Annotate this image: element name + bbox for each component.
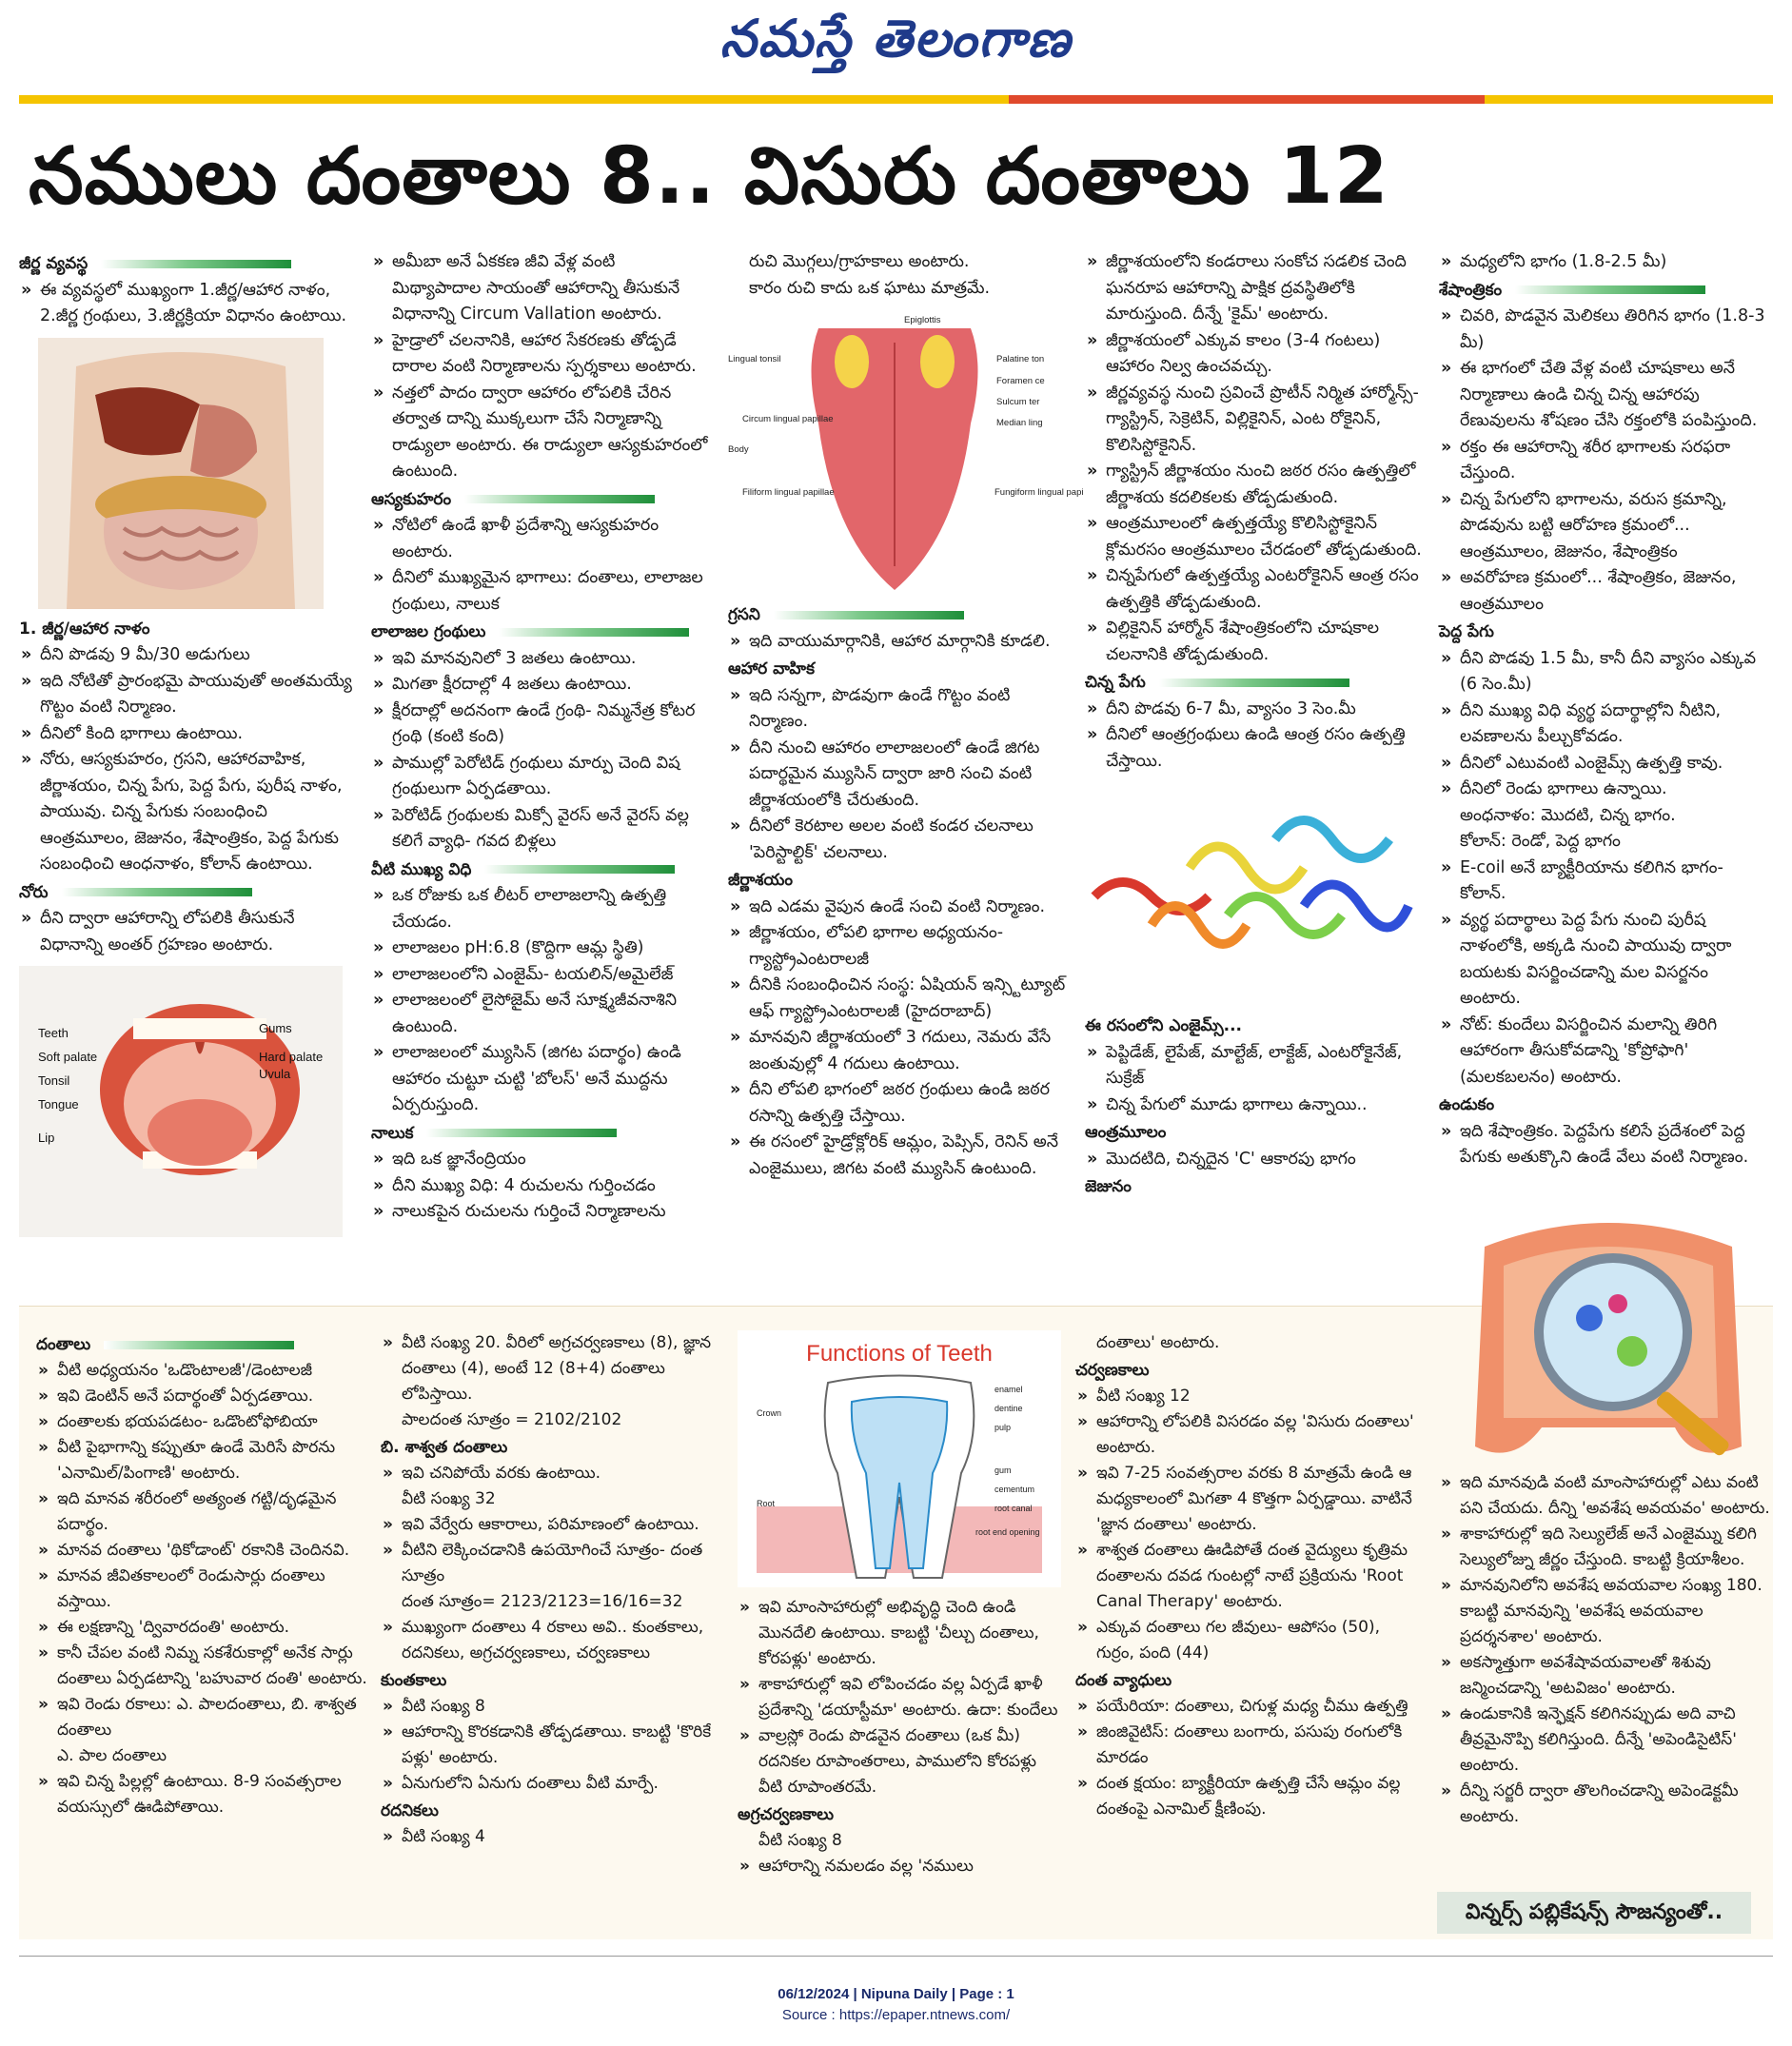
label-lingual-tonsil: Lingual tonsil bbox=[728, 354, 781, 364]
bullet: » దీని నుంచి ఆహారం లాలాజలంలో ఉండే జిగట పదార్థమైన మ్యుసిన్ ద్వారా జారి సంచి వంటి జీర్ణాశయంలోకి చేరుతుంది. bbox=[728, 736, 1066, 815]
bullet: » జీర్ణాశయం, లోపలి భాగాల అధ్యయనం- గ్యాస్ట్రోఎంటరాలజీ bbox=[728, 920, 1066, 973]
label-circum-lingual-papillae: Circum lingual papillae bbox=[742, 414, 834, 424]
bullet: » ఇది మానవుడి వంటి మాంసాహారుల్లో ఎటు వంటి పని చేయదు. దీన్ని 'అవశేష అవయవం' అంటారు. bbox=[1439, 1470, 1772, 1522]
section-heading: వీటి ముఖ్య విధి bbox=[371, 857, 709, 884]
bullet: » లాలాజలంలో మ్యుసిన్ (జిగట పదార్థం) ఉండి ఆహారం చుట్టూ చుట్టి 'బోలస్' అనే ముద్దను ఏర్పరుస్తుంది. bbox=[371, 1040, 709, 1119]
label-body: Body bbox=[728, 444, 749, 455]
bullet: » జింజివైటిస్: దంతాలు బంగారు, పసుపు రంగులోకి మారడం bbox=[1075, 1720, 1418, 1771]
masthead-logo: నమస్తే తెలంగాణ bbox=[719, 8, 1073, 69]
bullet: » ఈ భాగంలో చేతి వేళ్ల వంటి చూషకాలు అనే నిర్మాణాలు ఉండి చిన్న చిన్న ఆహారపు రేణువులను శోషణం చేసి రక్తంలోకి పంపిస్తుంది. bbox=[1439, 356, 1772, 435]
bullet: » లాలాజలంలోని ఎంజైమ్- టయలిన్/అమైలేజ్ bbox=[371, 962, 709, 989]
section-heading: ఆహార వాహిక bbox=[728, 659, 815, 679]
section-heading: రదనికలు bbox=[381, 1801, 439, 1820]
label-cementum: cementum bbox=[994, 1485, 1035, 1494]
bullet: » ఈ రసంలో హైడ్రోక్లోరిక్ ఆమ్లం, పెప్సిన్, రెనిన్ అనే ఎంజైములు, జిగట వంటి మ్యుసిన్ ఉంటుంది. bbox=[728, 1130, 1066, 1182]
bullet: » నోరు, ఆస్యకుహరం, గ్రసని, ఆహారవాహిక, జీర్ణాశయం, చిన్న పేగు, పెద్ద పేగు, పురీష నాళం, పాయువు. చిన్న పేగుకు సంబంధించి ఆంత్రమూలం, జెజునం, శేషాంత్రికం, పెద్ద పేగుకు సంబంధించి ఆంధనాళం, కోలాన్ ఉంటాయి. bbox=[19, 747, 360, 878]
tooth-figure-title: Functions of Teeth bbox=[806, 1341, 993, 1367]
bullet: » దీనిలో కింది భాగాలు ఉంటాయి. bbox=[19, 721, 360, 748]
bullet: » దీనికి సంబంధించిన సంస్థ: ఏషియన్ ఇన్స్టిట్యూట్ ఆఫ్ గ్యాస్ట్రోఎంటరాలజీ (హైదరాబాద్) bbox=[728, 973, 1066, 1025]
bullet: » క్షీరదాల్లో అదనంగా ఉండే గ్రంథి- నిమ్మనేత్ర కోటర గ్రంథి (కంటి కంది) bbox=[371, 698, 709, 751]
bullet: » ఇవి 7-25 సంవత్సరాల వరకు 8 మాత్రమే ఉండి ఆ మధ్యకాలంలో మిగతా 4 కొత్తగా ఏర్పడ్డాయి. వాటినే 'జ్ఞాన దంతాలు' అంటారు. bbox=[1075, 1461, 1418, 1538]
label-foramen-cecum: Foramen ce bbox=[996, 376, 1045, 386]
label-uvula: Uvula bbox=[259, 1067, 291, 1081]
digestive-system-image bbox=[19, 338, 360, 609]
box-column-2 bbox=[381, 1330, 723, 1850]
label-root: Root bbox=[757, 1499, 776, 1508]
bullet: » ఇవి డెంటిన్ అనే పదార్థంతో ఏర్పడతాయి. bbox=[36, 1384, 369, 1409]
bullet: » ఇది మానవ శరీరంలో అత్యంత గట్టి/దృఢమైన పదార్థం. bbox=[36, 1486, 369, 1538]
bullet: » దీని పొడవు 9 మీ/30 అడుగులు bbox=[19, 642, 360, 669]
bullet: » అవరోహణ క్రమంలో... శేషాంత్రికం, జెజునం, ఆంత్రమూలం bbox=[1439, 565, 1772, 618]
bullet: » వాల్రస్లో రెండు పొడవైన దంతాలు (ఒక మీ) రదనికల రూపాంతరాలు, పాములోని కోరపళ్లు వీటి రూపాంతరమే. bbox=[738, 1723, 1061, 1800]
bullet: » వ్యర్థ పదార్థాలు పెద్ద పేగు నుంచి పురీష నాళంలోకి, అక్కడి నుంచి పాయువు ద్వారా బయటకు విసర్జించడాన్ని మల విసర్జనం అంటారు. bbox=[1439, 908, 1772, 1013]
box-column-5 bbox=[1439, 1470, 1772, 1830]
bullet: » దీని లోపలి భాగంలో జఠర గ్రంథులు ఉండి జఠర రసాన్ని ఉత్పత్తి చేస్తాయి. bbox=[728, 1077, 1066, 1130]
bullet: » నోట్: కుందేలు విసర్జించిన మలాన్ని తిరిగి ఆహారంగా తీసుకోవడాన్ని 'కోప్రోఫాగి' (మలకబలనం) అంటారు. bbox=[1439, 1013, 1772, 1092]
paragraph: వీటి సంఖ్య 8 bbox=[758, 1831, 842, 1850]
section-heading: దంత వ్యాధులు bbox=[1075, 1671, 1172, 1690]
section-heading: ఆస్యకుహరం bbox=[371, 487, 709, 514]
tooth-diagram bbox=[738, 1330, 1061, 1587]
section-heading: అగ్రచర్వణకాలు bbox=[738, 1805, 835, 1824]
enzyme-protein-structure-image bbox=[1085, 782, 1423, 1006]
section-heading: జెజునం bbox=[1085, 1177, 1132, 1196]
section-heading: జీర్ణాశయం bbox=[728, 871, 794, 890]
bottom-rule bbox=[19, 1956, 1773, 1957]
label-tongue: Tongue bbox=[38, 1097, 79, 1112]
section-heading: 1. జీర్ణ/ఆహార నాళం bbox=[19, 619, 150, 639]
bullet: » పాముల్లో పెరోటిడ్ గ్రంథులు మార్పు చెంది విష గ్రంథులుగా ఏర్పడతాయి. bbox=[371, 751, 709, 803]
bullet: » వీటి సంఖ్య 20. వీరిలో అగ్రచర్వణకాలు (8), జ్ఞాన దంతాలు (4), అంటే 12 (8+4) దంతాలు లోపిస్తాయి. bbox=[381, 1330, 723, 1407]
bullet: » ఇవి చిన్న పిల్లల్లో ఉంటాయి. 8-9 సంవత్సరాల వయస్సులో ఊడిపోతాయి. bbox=[36, 1769, 369, 1820]
headline: నములు దంతాలు 8.. విసురు దంతాలు 12 bbox=[29, 131, 1389, 222]
bullet: » జీర్ణాశయంలోని కండరాలు సంకోచ సడలిక చెంది ఘనరూప ఆహారాన్ని పాక్షిక ద్రవస్థితిలోకి మారుస్తుంది. దీన్నే 'కైమ్' అంటారు. bbox=[1085, 249, 1423, 328]
bullet: » దీనిలో రెండు భాగాలు ఉన్నాయి. bbox=[1439, 777, 1772, 803]
paragraph: దంత సూత్రం= 2123/2123=16/16=32 bbox=[402, 1592, 683, 1611]
label-gum: gum bbox=[994, 1466, 1012, 1475]
bullet: » మానవునిలోని అవశేష అవయవాల సంఖ్య 180. కాబట్టి మానవున్ని 'అవశేష అవయవాల ప్రదర్శనశాల' అంటారు. bbox=[1439, 1573, 1772, 1650]
bullet: » ఈ వ్యవస్థలో ముఖ్యంగా 1.జీర్ణ/ఆహార నాళం, 2.జీర్ణ గ్రంథులు, 3.జీర్ణక్రియా విధానం ఉంటాయి. bbox=[19, 278, 360, 330]
bullet: » లాలాజలంలో లైసోజైమ్ అనే సూక్ష్మజీవనాశిని ఉంటుంది. bbox=[371, 988, 709, 1040]
section-heading: జీర్ణ వ్యవస్థ bbox=[19, 251, 360, 278]
bullet: » కానీ చేపల వంటి నిమ్న సకశేరుకాల్లో అనేక సార్లు దంతాలు ఏర్పడటాన్ని 'బహువార దంతి' అంటారు. bbox=[36, 1641, 369, 1692]
footer-date-line: 06/12/2024 | Nipuna Daily | Page : 1 bbox=[778, 1986, 1014, 2002]
bullet: » ఇది శేషాంత్రికం. పెద్దపేగు కలిసే ప్రదేశంలో పెద్ద పేగుకు అతుక్కొని ఉండే వేలు వంటి నిర్మాణం. bbox=[1439, 1119, 1772, 1171]
label-filiform-papillae: Filiform lingual papillae bbox=[742, 487, 835, 498]
box-column-3 bbox=[738, 1330, 1061, 1879]
bullet: » నోటిలో ఉండే ఖాళీ ప్రదేశాన్ని ఆస్యకుహరం అంటారు. bbox=[371, 513, 709, 565]
bullet: » మానవ దంతాలు 'థికోడాంట్' రకానికి చెందినవి. bbox=[36, 1538, 369, 1564]
section-heading: లాలాజల గ్రంథులు bbox=[371, 620, 709, 646]
bullet: » మానవుని జీర్ణాశయంలో 3 గదులు, నెమరు వేసే జంతువుల్లో 4 గదులు ఉంటాయి. bbox=[728, 1025, 1066, 1077]
bullet: » హైడ్రాలో చలనానికి, ఆహార సేకరణకు తోడ్పడే దారాల వంటి నిర్మాణాలను స్పర్శకాలు అంటారు. bbox=[371, 328, 709, 381]
appendix-magnifier-image bbox=[1456, 1209, 1761, 1466]
bullet: » వీటి సంఖ్య 4 bbox=[381, 1824, 723, 1850]
bullet: » దీని ముఖ్య విధి వ్యర్థ పదార్థాల్లోని నీటిని, లవణాలను పీల్చుకోవడం. bbox=[1439, 698, 1772, 751]
label-tonsil: Tonsil bbox=[38, 1073, 70, 1088]
paragraph: కోలాన్: రెండో, పెద్ద భాగం bbox=[1460, 832, 1621, 851]
label-soft-palate: Soft palate bbox=[38, 1050, 98, 1064]
label-crown: Crown bbox=[757, 1408, 782, 1418]
bullet: » శాకాహారుల్లో ఇది సెల్యులేజ్ అనే ఎంజైమ్ను కలిగి సెల్యులోజ్ను జీర్ణం చేస్తుంది. కాబట్టి క్రియాశీలం. bbox=[1439, 1522, 1772, 1573]
paragraph: అంధనాళం: మొదటి, చిన్న భాగం. bbox=[1460, 805, 1676, 825]
bullet: » రక్తం ఈ ఆహారాన్ని శరీర భాగాలకు సరఫరా చేస్తుంది. bbox=[1439, 435, 1772, 487]
label-sulcus-terminalis: Sulcum ter bbox=[996, 397, 1040, 407]
bullet: » ముఖ్యంగా దంతాలు 4 రకాలు అవి.. కుంతకాలు, రదనికలు, అగ్రచర్వణకాలు, చర్వణకాలు bbox=[381, 1615, 723, 1666]
page-footer bbox=[0, 1984, 1792, 2026]
bullet: » చివరి, పొడవైన మెలికలు తిరిగిన భాగం (1.8-3 మీ) bbox=[1439, 304, 1772, 356]
paragraph: కారం రుచి కాదు ఒక ఘాటు మాత్రమే. bbox=[749, 278, 991, 298]
bullet: » నత్తలో పాదం ద్వారా ఆహారం లోపలికి చేరిన తర్వాత దాన్ని ముక్కలుగా చేసే నిర్మాణాన్ని రాడ్యులా అంటారు. ఈ రాడ్యులా ఆస్యకుహరంలో ఉంటుంది. bbox=[371, 381, 709, 485]
bullet: » ఒక రోజుకు ఒక లీటర్ లాలాజలాన్ని ఉత్పత్తి చేయడం. bbox=[371, 883, 709, 935]
bullet: » దీని ద్వారా ఆహారాన్ని లోపలికి తీసుకునే విధానాన్ని అంతర్ గ్రహణం అంటారు. bbox=[19, 906, 360, 958]
bullet: » ఏనుగులోని ఏనుగు దంతాలు వీటి మార్పే. bbox=[381, 1771, 723, 1797]
bullet: » దీన్ని సర్జరీ ద్వారా తొలగించడాన్ని అపెండెక్టమీ అంటారు. bbox=[1439, 1779, 1772, 1830]
section-heading: చిన్న పేగు bbox=[1085, 670, 1423, 697]
label-enamel: enamel bbox=[994, 1385, 1023, 1394]
label-lip: Lip bbox=[38, 1131, 55, 1145]
column-3 bbox=[728, 249, 1084, 1182]
bullet: » దీనిలో కెరటాల అలల వంటి కండర చలనాలు 'పెరిస్టాల్టిక్' చలనాలు. bbox=[728, 814, 1066, 866]
bullet: » దీనిలో ముఖ్యమైన భాగాలు: దంతాలు, లాలాజల గ్రంథులు, నాలుక bbox=[371, 565, 709, 618]
column-4 bbox=[1085, 249, 1423, 1201]
bullet: » చిన్న పేగులోని భాగాలను, వరుస క్రమాన్ని, పొడవును బట్టి ఆరోహణ క్రమంలో... ఆంత్రమూలం, జెజునం, శేషాంత్రికం bbox=[1439, 487, 1772, 566]
bullet: » జీర్ణాశయంలో ఎక్కువ కాలం (3-4 గంటలు) ఆహారం నిల్వ ఉంచవచ్చు. bbox=[1085, 328, 1423, 381]
bullet: » దీనిలో ఆంత్రగ్రంథులు ఉండి ఆంత్ర రసం ఉత్పత్తి చేస్తాయి. bbox=[1085, 722, 1423, 775]
bullet: » విల్లికైనిన్ హార్మోన్ శేషాంత్రికంలోని చూషకాల చలనానికి తోడ్పడుతుంది. bbox=[1085, 616, 1423, 668]
bullet: » ఆహారాన్ని లోపలికి విసరడం వల్ల 'విసురు దంతాలు' అంటారు. bbox=[1075, 1409, 1418, 1461]
label-dentine: dentine bbox=[994, 1404, 1023, 1413]
bullet: » ఇది నోటితో ప్రారంభమై పాయువుతో అంతమయ్యే గొట్టం వంటి నిర్మాణం. bbox=[19, 669, 360, 721]
bullet: » ఆహారాన్ని కొరకడానికి తోడ్పడతాయి. కాబట్టి 'కొరికే పళ్లు' అంటారు. bbox=[381, 1720, 723, 1771]
paragraph: పాలదంత సూత్రం = 2102/2102 bbox=[402, 1410, 622, 1429]
bullet: » జీర్ణవ్యవస్థ నుంచి స్రవించే ప్రొటీన్ నిర్మిత హార్మోన్స్- గ్యాస్ట్రిన్, సెక్రెటిన్, విల్లికైనిన్, ఎంట రోకైనిన్, కొలిసిస్టోకైనిన్. bbox=[1085, 381, 1423, 460]
section-heading: దంతాలు bbox=[36, 1332, 369, 1358]
bullet: » ఇవి మానవునిలో 3 జతలు ఉంటాయి. bbox=[371, 646, 709, 673]
section-heading: చర్వణకాలు bbox=[1075, 1361, 1150, 1380]
bullet: » చిన్నపేగులో ఉత్పత్తయ్యే ఎంటరోకైనిన్ ఆంత్ర రసం ఉత్పత్తికి తోడ్పడుతుంది. bbox=[1085, 563, 1423, 616]
bullet: » శాశ్వత దంతాలు ఊడిపోతే దంత వైద్యులు కృత్రిమ దంతాలను దవడ గుంటల్లో నాటే ప్రక్రియను 'Root Canal Therapy' అంటారు. bbox=[1075, 1538, 1418, 1615]
bullet: » ఆంత్రమూలంలో ఉత్పత్తయ్యే కొలిసిస్టోకైనిన్ క్లోమరసం ఆంత్రమూలం చేరడంలో తోడ్పడుతుంది. bbox=[1085, 511, 1423, 563]
box-column-4 bbox=[1075, 1330, 1418, 1822]
paragraph: వీటి సంఖ్య 32 bbox=[402, 1489, 496, 1508]
paragraph: రుచి మొగ్గలు/గ్రాహకాలు అంటారు. bbox=[749, 252, 970, 271]
bullet: » మిగతా క్షీరదాల్లో 4 జతలు ఉంటాయి. bbox=[371, 672, 709, 698]
bullet: » ఎక్కువ దంతాలు గల జీవులు- ఆపోసం (50), గుర్రం, పంది (44) bbox=[1075, 1615, 1418, 1666]
label-root-end-opening: root end opening bbox=[975, 1527, 1040, 1537]
section-heading: నోరు bbox=[19, 880, 360, 907]
label-gums: Gums bbox=[259, 1021, 292, 1035]
column-1 bbox=[19, 249, 360, 1245]
column-2 bbox=[371, 249, 709, 1226]
paragraph: దంతాలు' అంటారు. bbox=[1096, 1333, 1220, 1352]
section-heading: శేషాంత్రికం bbox=[1439, 278, 1772, 305]
bullet: » గ్యాస్ట్రిన్ జీర్ణాశయం నుంచి జఠర రసం ఉత్పత్తిలో జీర్ణాశయ కదలికలకు తోడ్పడుతుంది. bbox=[1085, 459, 1423, 511]
label-median-lingual: Median ling bbox=[996, 418, 1043, 428]
bullet: » మానవ జీవితకాలంలో రెండుసార్లు దంతాలు వస్తాయి. bbox=[36, 1564, 369, 1615]
bullet: » మధ్యలోని భాగం (1.8-2.5 మీ) bbox=[1439, 249, 1772, 276]
bullet: » లాలాజలం pH:6.8 (కొద్దిగా ఆమ్ల స్థితి) bbox=[371, 935, 709, 962]
bullet: » వీటి సంఖ్య 12 bbox=[1075, 1384, 1418, 1409]
bullet: » పయేరియా: దంతాలు, చిగుళ్ల మధ్య చీము ఉత్పత్తి bbox=[1075, 1694, 1418, 1720]
section-heading: ఉండుకం bbox=[1439, 1095, 1495, 1114]
bullet: » దీనిలో ఎటువంటి ఎంజైమ్స్ ఉత్పత్తి కావు. bbox=[1439, 751, 1772, 777]
bullet: » ఇది ఒక జ్ఞానేంద్రియం bbox=[371, 1147, 709, 1173]
bullet: » ఇది ఎడమ వైపున ఉండే సంచి వంటి నిర్మాణం. bbox=[728, 895, 1066, 921]
paragraph: ఎ. పాల దంతాలు bbox=[57, 1746, 167, 1765]
masthead-yellow-rule bbox=[19, 95, 1773, 104]
bullet: » అకస్మాత్తుగా అవశేషావయవాలతో శిశువు జన్మించడాన్ని 'అటవిజం' అంటారు. bbox=[1439, 1650, 1772, 1702]
bullet: » దంతాలకు భయపడటం- ఒడొంటోఫోబియా bbox=[36, 1409, 369, 1435]
bullet: » శాకాహారుల్లో ఇవి లోపించడం వల్ల ఏర్పడే ఖాళీ ప్రదేశాన్ని 'డయాస్టీమా' అంటారు. ఉదా: కుందేలు bbox=[738, 1672, 1061, 1723]
publisher-credit: విన్నర్స్ పబ్లికేషన్స్ సౌజన్యంతో.. bbox=[1437, 1892, 1751, 1934]
label-teeth: Teeth bbox=[38, 1026, 69, 1040]
bullet: » వీటిని లెక్కించడానికి ఉపయోగించే సూత్రం- దంత సూత్రం bbox=[381, 1538, 723, 1589]
label-hard-palate: Hard palate bbox=[259, 1050, 324, 1064]
section-heading: ఆంత్రమూలం bbox=[1085, 1123, 1167, 1142]
bullet: » ఇది సన్నగా, పొడవుగా ఉండే గొట్టం వంటి నిర్మాణం. bbox=[728, 683, 1066, 736]
label-palatine-tonsil: Palatine ton bbox=[996, 354, 1045, 364]
bullet: » దంత క్షయం: బ్యాక్టీరియా ఉత్పత్తి చేసే ఆమ్లం వల్ల దంతంపై ఎనామిల్ క్షీణింపు. bbox=[1075, 1771, 1418, 1822]
bullet: » ఇవి వేర్వేరు ఆకారాలు, పరిమాణంలో ఉంటాయి. bbox=[381, 1512, 723, 1538]
bullet: » ఉండుకానికి ఇన్ఫెక్షన్ కలిగినప్పుడు అది వాచి తీవ్రమైనొప్పి కలిగిస్తుంది. దీన్నే 'అపెండిసైటిస్' అంటారు. bbox=[1439, 1702, 1772, 1779]
section-heading: నాలుక bbox=[371, 1121, 709, 1148]
bullet: » నాలుకపైన రుచులను గుర్తించే నిర్మాణాలను bbox=[371, 1199, 709, 1226]
bullet: » దీని ముఖ్య విధి: 4 రుచులను గుర్తించడం bbox=[371, 1173, 709, 1200]
label-fungiform-papillae: Fungiform lingual papi bbox=[994, 487, 1084, 498]
bullet: » చిన్న పేగులో మూడు భాగాలు ఉన్నాయి.. bbox=[1085, 1092, 1423, 1119]
bullet: » E-coil అనే బ్యాక్టీరియాను కలిగిన భాగం- కోలాన్. bbox=[1439, 856, 1772, 908]
bullet: » అమీబా అనే ఏకకణ జీవి వేళ్ల వంటి మిథ్యాపాదాల సాయంతో ఆహారాన్ని తీసుకునే విధానాన్ని Circum Vallation అంటారు. bbox=[371, 249, 709, 328]
column-5 bbox=[1439, 249, 1772, 1171]
label-pulp: pulp bbox=[994, 1423, 1012, 1432]
section-heading: ఈ రసంలోని ఎంజైమ్స్... bbox=[1085, 1016, 1243, 1035]
section-heading: కుంతకాలు bbox=[381, 1671, 447, 1690]
bullet: » మొదటిది, చిన్నదైన 'C' ఆకారపు భాగం bbox=[1085, 1147, 1423, 1173]
section-heading: పెద్ద పేగు bbox=[1439, 622, 1494, 641]
bullet: » ఇవి మాంసాహారుల్లో అభివృద్ధి చెంది ఉండి మొనదేలి ఉంటాయి. కాబట్టి 'చీల్చు దంతాలు, కోరపళ్లు' అంటారు. bbox=[738, 1595, 1061, 1672]
bullet: » వీటి సంఖ్య 8 bbox=[381, 1694, 723, 1720]
masthead-red-rule bbox=[1009, 95, 1485, 104]
section-heading: బి. శాశ్వత దంతాలు bbox=[381, 1438, 508, 1457]
bullet: » దీని పొడవు 1.5 మీ, కానీ దీని వ్యాసం ఎక్కువ (6 సెం.మీ) bbox=[1439, 646, 1772, 698]
bullet: » ఇవి రెండు రకాలు: ఎ. పాలదంతాలు, బి. శాశ్వత దంతాలు bbox=[36, 1692, 369, 1743]
mouth-diagram bbox=[19, 966, 360, 1237]
bullet: » ఇది వాయుమార్గానికి, ఆహార మార్గానికి కూడలి. bbox=[728, 629, 1066, 656]
bullet: » పెరోటిడ్ గ్రంథులకు మిక్సో వైరస్ అనే వైరస్ వల్ల కలిగే వ్యాధి- గవద బిళ్లలు bbox=[371, 803, 709, 856]
bullet: » దీని పొడవు 6-7 మీ, వ్యాసం 3 సెం.మీ bbox=[1085, 697, 1423, 723]
bullet: » వీటి పైభాగాన్ని కప్పుతూ ఉండే మెరిసే పొరను 'ఎనామిల్/పింగాణి' అంటారు. bbox=[36, 1435, 369, 1486]
label-root-canal: root canal bbox=[994, 1504, 1033, 1513]
bullet: » ఈ లక్షణాన్ని 'ద్వివారదంతి' అంటారు. bbox=[36, 1615, 369, 1641]
footer-source-link[interactable]: Source : https://epaper.ntnews.com/ bbox=[781, 2007, 1011, 2023]
box-column-1 bbox=[36, 1330, 369, 1820]
bullet: » వీటి అధ్యయనం 'ఒడొంటాలజీ'/డెంటాలజీ bbox=[36, 1358, 369, 1384]
bullet: » పెప్టిడేజ్, లైపేజ్, మాల్టేజ్, లాక్టేజ్, ఎంటరోకైనేజ్, సుక్రేజ్ bbox=[1085, 1040, 1423, 1092]
tongue-diagram bbox=[728, 309, 1084, 595]
section-heading: గ్రసని bbox=[728, 602, 1066, 629]
label-epiglottis: Epiglottis bbox=[904, 315, 941, 325]
bullet: » ఆహారాన్ని నమలడం వల్ల 'నములు bbox=[738, 1854, 1061, 1879]
bullet: » ఇవి చనిపోయే వరకు ఉంటాయి. bbox=[381, 1461, 723, 1486]
